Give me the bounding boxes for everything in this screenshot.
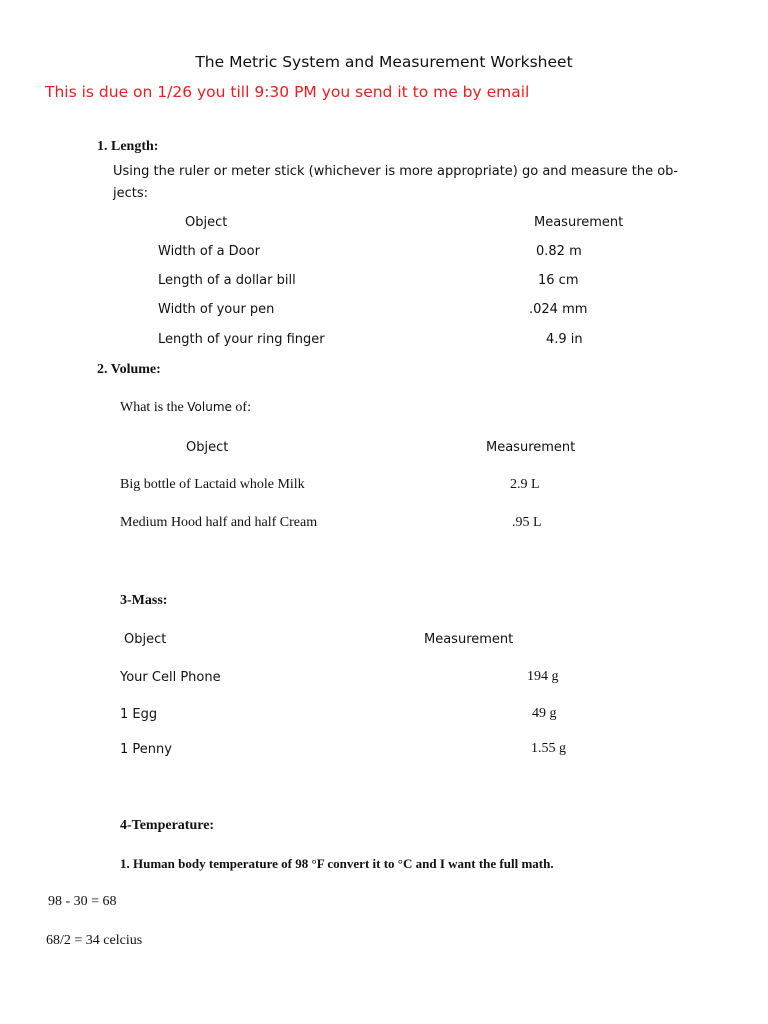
temperature-work-line: 68/2 = 34 celcius bbox=[46, 933, 143, 948]
length-instructions-line1: Using the ruler or meter stick (whichever is more appropriate) go and measure the ob- bbox=[113, 164, 679, 179]
volume-row-object: Medium Hood half and half Cream bbox=[120, 515, 318, 530]
volume-question-prefix: What is the bbox=[120, 400, 188, 415]
volume-row-measurement: 2.9 L bbox=[510, 477, 540, 492]
mass-row-object: 1 Egg bbox=[120, 707, 158, 722]
volume-question bbox=[120, 400, 251, 416]
volume-col-measurement: Measurement bbox=[486, 440, 576, 455]
length-row-object: Width of a Door bbox=[158, 244, 260, 259]
length-row-measurement: .024 mm bbox=[529, 302, 588, 317]
length-row-object: Length of a dollar bill bbox=[158, 273, 296, 288]
length-row-measurement: 0.82 m bbox=[536, 244, 582, 259]
length-heading: 1. Length: bbox=[97, 139, 159, 154]
length-row-measurement: 4.9 in bbox=[546, 332, 583, 347]
mass-row-object: Your Cell Phone bbox=[120, 670, 221, 685]
length-row-measurement: 16 cm bbox=[538, 273, 579, 288]
mass-row-measurement: 194 g bbox=[527, 669, 559, 684]
mass-row-object: 1 Penny bbox=[120, 742, 172, 757]
volume-question-suffix: of: bbox=[231, 400, 251, 415]
mass-col-measurement: Measurement bbox=[424, 632, 514, 647]
temperature-heading: 4-Temperature: bbox=[120, 818, 215, 833]
length-row-object: Length of your ring finger bbox=[158, 332, 325, 347]
mass-row-measurement: 49 g bbox=[532, 706, 557, 721]
volume-row-measurement: .95 L bbox=[512, 515, 542, 530]
length-col-measurement: Measurement bbox=[534, 215, 624, 230]
volume-heading: 2. Volume: bbox=[97, 362, 161, 377]
volume-row-object: Big bottle of Lactaid whole Milk bbox=[120, 477, 305, 492]
volume-question-word: Volume bbox=[187, 400, 232, 414]
mass-row-measurement: 1.55 g bbox=[531, 741, 566, 756]
length-row-object: Width of your pen bbox=[158, 302, 275, 317]
temperature-question: 1. Human body temperature of 98 °F convert it to °C and I want the full math. bbox=[120, 856, 554, 871]
mass-col-object: Object bbox=[124, 632, 167, 647]
volume-col-object: Object bbox=[186, 440, 229, 455]
temperature-work-line: 98 - 30 = 68 bbox=[48, 894, 117, 909]
length-instructions-line2: jects: bbox=[113, 186, 149, 201]
due-note: This is due on 1/26 you till 9:30 PM you send it to me by email bbox=[45, 83, 530, 101]
page-title: The Metric System and Measurement Worksheet bbox=[195, 53, 573, 71]
mass-heading: 3-Mass: bbox=[120, 593, 168, 608]
length-col-object: Object bbox=[185, 215, 228, 230]
